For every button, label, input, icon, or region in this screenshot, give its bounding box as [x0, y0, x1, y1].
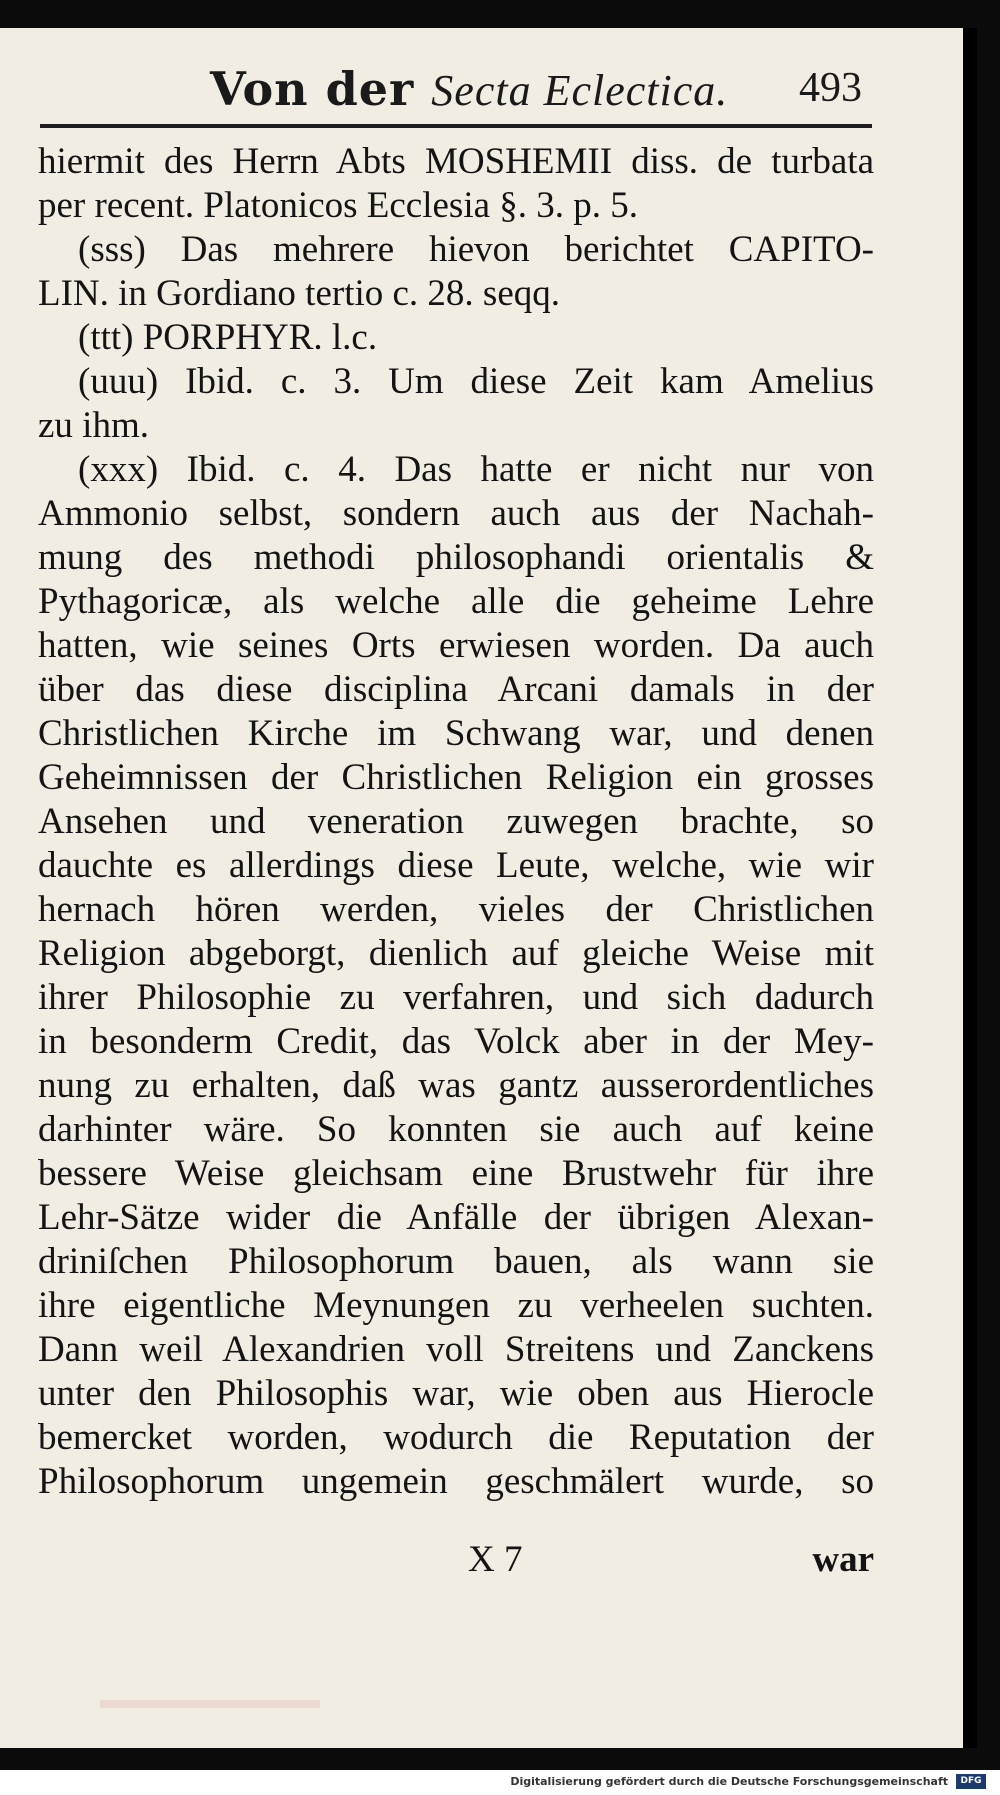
running-head-italic: Secta Eclectica.: [431, 66, 729, 115]
text-line: darhinter wäre. So konnten sie auch auf keine: [38, 1109, 874, 1150]
text-line: Lehr-Sätze wider die Anfälle der übrigen Alexan-: [38, 1197, 874, 1238]
page-edge-shadow: [963, 28, 977, 1748]
text-line: (sss) Das mehrere hievon berichtet CAPITO-: [78, 229, 874, 270]
text-line: ihrer Philosophie zu verfahren, und sich dadurch: [38, 977, 874, 1018]
running-head: [210, 62, 728, 116]
running-head-plain: Von der: [210, 62, 432, 116]
text-line: (ttt) PORPHYR. l.c.: [78, 317, 378, 358]
signature-mark: X 7: [468, 1539, 523, 1580]
text-line: hernach hören werden, vieles der Christlichen: [38, 889, 874, 930]
text-line: nung zu erhalten, daß was gantz ausserordentliches: [38, 1065, 874, 1106]
text-line: dauchte es allerdings diese Leute, welche, wie wir: [38, 845, 874, 886]
text-line: Ammonio selbst, sondern auch aus der Nachah-: [38, 493, 874, 534]
text-line: driniſchen Philosophorum bauen, als wann sie: [38, 1241, 874, 1282]
page-header: [40, 62, 870, 122]
page-footer-row: [38, 1538, 874, 1588]
text-line: (uuu) Ibid. c. 3. Um diese Zeit kam Amelius: [78, 361, 874, 402]
text-line: zu ihm.: [38, 405, 149, 446]
text-line: mung des methodi philosophandi orientalis &: [38, 537, 874, 578]
dfg-logo: DFG: [956, 1774, 986, 1789]
text-line: über das diese disciplina Arcani damals in der: [38, 669, 874, 710]
text-line: Pythagoricæ, als welche alle die geheime Lehre: [38, 581, 874, 622]
text-line: Religion abgeborgt, dienlich auf gleiche Weise mit: [38, 933, 874, 974]
text-line: Philosophorum ungemein geschmälert wurde, so: [38, 1461, 874, 1502]
text-line: bemercket worden, wodurch die Reputation der: [38, 1417, 874, 1458]
catchword: war: [812, 1539, 874, 1580]
text-line: Ansehen und veneration zuwegen brachte, so: [38, 801, 874, 842]
text-line: (xxx) Ibid. c. 4. Das hatte er nicht nur von: [78, 449, 874, 490]
text-line: hatten, wie seines Orts erwiesen worden. Da auch: [38, 625, 874, 666]
text-line: Geheimnissen der Christlichen Religion ein grosses: [38, 757, 874, 798]
page-number: 493: [799, 65, 862, 111]
body-text: [38, 140, 874, 1504]
text-line: Christlichen Kirche im Schwang war, und denen: [38, 713, 874, 754]
text-line: in besonderm Credit, das Volck aber in der Mey-: [38, 1021, 874, 1062]
digitization-credit: Digitalisierung gefördert durch die Deutsche Forschungsgemeinschaft: [510, 1775, 948, 1788]
header-rule: [40, 124, 872, 128]
text-line: Dann weil Alexandrien voll Streitens und Zanckens: [38, 1329, 874, 1370]
text-line: LIN. in Gordiano tertio c. 28. seqq.: [38, 273, 560, 314]
text-line: bessere Weise gleichsam eine Brustwehr für ihre: [38, 1153, 874, 1194]
paper-stain: [100, 1700, 320, 1708]
text-line: unter den Philosophis war, wie oben aus Hierocle: [38, 1373, 874, 1414]
text-line: ihre eigentliche Meynungen zu verheelen suchten.: [38, 1285, 874, 1326]
text-line: per recent. Platonicos Ecclesia §. 3. p. 5.: [38, 185, 639, 226]
text-line: hiermit des Herrn Abts MOSHEMII diss. de turbata: [38, 141, 874, 182]
